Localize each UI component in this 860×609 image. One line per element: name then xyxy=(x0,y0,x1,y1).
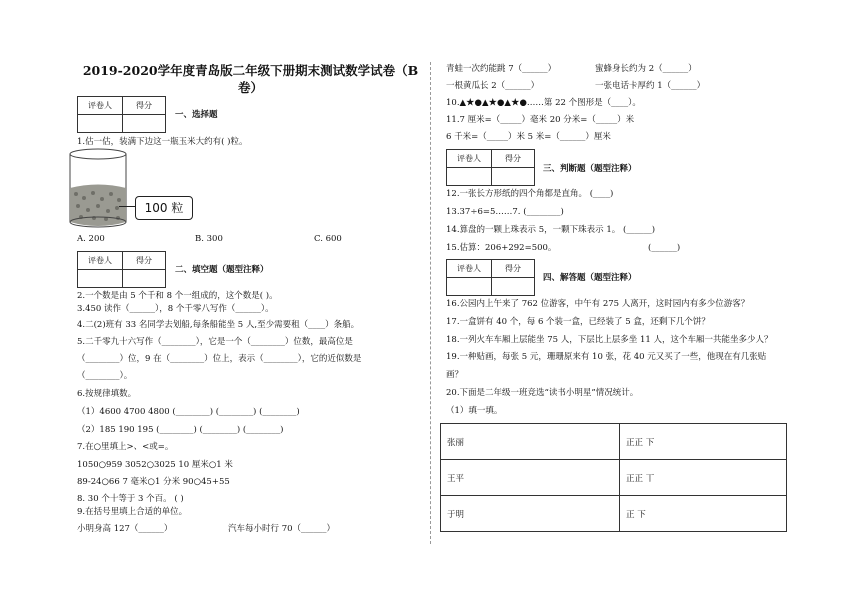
question-6-part-2: （2）185 190 195 (________) (________) (________) xyxy=(77,425,284,435)
question-1: 1.估一估，装满下边这一瓶玉米大约有( )粒。 xyxy=(77,137,248,147)
question-13: 13.37÷6=5……7. (________) xyxy=(446,207,564,217)
question-5-line-1: 5.二千零九十六写作（________），它是一个（________）位数，最高位是 xyxy=(77,337,353,347)
section-3-heading: 三、判断题（题型注释） xyxy=(543,164,637,174)
question-9: 9.在括号里填上合适的单位。 xyxy=(77,507,188,517)
column-divider xyxy=(430,62,431,544)
question-17: 17.一盒饼有 40 个，每 6 个装一盒，已经装了 5 盒，还剩下几个饼？ xyxy=(446,317,710,327)
question-19-line-2: 画？ xyxy=(446,370,464,380)
question-9-part-e: 一根黄瓜长 2（______） xyxy=(446,81,540,91)
tally-marks: 正正 下 xyxy=(620,424,787,460)
question-5-line-3: （________）。 xyxy=(77,371,133,381)
score-table-1: 评卷人 得分 xyxy=(77,96,166,133)
question-4: 4.二(2)班有 33 名同学去划船,每条船能坐 5 人,至少需要租（____）条船。 xyxy=(77,320,360,330)
section-1-heading: 一、选择题 xyxy=(175,110,218,120)
question-18: 18.一列火车车厢上层能坐 75 人，下层比上层多坐 11 人，这个车厢一共能坐多少人？ xyxy=(446,335,773,345)
tally-table xyxy=(440,423,787,532)
score-table-2: 评卷人 得分 xyxy=(77,251,166,288)
question-20: 20.下面是二年级一班竞选“读书小明星”情况统计。 xyxy=(446,388,639,398)
question-11-row-1: 11.7 厘米=（_____）毫米 20 分米=（_____）米 xyxy=(446,115,635,125)
question-20-part-1: （1）填一填。 xyxy=(446,406,503,416)
option-a: A. 200 xyxy=(77,234,105,244)
question-3: 3.450 读作（______），8 个千零八写作（______）。 xyxy=(77,304,274,314)
question-2: 2.一个数是由 5 个千和 8 个一组成的，这个数是( )。 xyxy=(77,291,278,301)
question-12: 12.一张长方形纸的四个角都是直角。 (____) xyxy=(446,189,614,199)
option-c: C. 600 xyxy=(314,234,342,244)
option-b: B. 300 xyxy=(195,234,223,244)
question-11-row-2: 6 千米=（_____）米 5 米=（______）厘米 xyxy=(446,132,611,142)
question-6: 6.按规律填数。 xyxy=(77,389,137,399)
table-row xyxy=(441,460,787,496)
corn-jar-image xyxy=(66,148,130,230)
question-7: 7.在○里填上>、<或=。 xyxy=(77,442,174,452)
student-name: 张丽 xyxy=(441,424,620,460)
question-9-part-c: 青蛙一次约能跳 7（______） xyxy=(446,64,557,74)
score-table-3: 评卷人 得分 xyxy=(446,149,535,186)
question-15: 15.估算：206+292=500。 xyxy=(446,243,557,253)
score-table-4: 评卷人 得分 xyxy=(446,259,535,296)
student-name: 王平 xyxy=(441,460,620,496)
student-name: 于明 xyxy=(441,496,620,532)
question-10: 10.▲★●▲★●▲★●……第 22 个图形是（____）。 xyxy=(446,98,641,108)
question-9-part-b: 汽车每小时行 70（______） xyxy=(228,524,336,534)
jar-connector-line xyxy=(119,206,135,207)
question-9-part-f: 一张电话卡厚约 1（______） xyxy=(595,81,706,91)
question-14: 14.算盘的一颗上珠表示 5，一颗下珠表示 1。 (______) xyxy=(446,225,656,235)
question-5-line-2: （________）位，9 在（________）位上，表示（________），它的近似数是 xyxy=(77,354,362,364)
page-title: 2019-2020学年度青岛版二年级下册期末测试数学试卷（B卷） xyxy=(82,63,419,95)
question-7-row-1: 1050○959 3052○3025 10 厘米○1 米 xyxy=(77,460,233,470)
question-8: 8. 30 个十等于 3 个百。 ( ) xyxy=(77,494,184,504)
section-2-heading: 二、填空题（题型注释） xyxy=(175,265,269,275)
tally-marks: 正正 丅 xyxy=(620,460,787,496)
tally-marks: 正 下 xyxy=(620,496,787,532)
question-7-row-2: 89-24○66 7 毫米○1 分米 90○45+55 xyxy=(77,477,230,487)
question-15-answer: (______) xyxy=(648,243,681,253)
table-row xyxy=(441,496,787,532)
table-row xyxy=(441,424,787,460)
question-16: 16.公园内上午来了 762 位游客，中午有 275 人离开，这时园内有多少位游客？ xyxy=(446,299,750,309)
question-19-line-1: 19.一种贴画，每张 5 元，珊珊原来有 10 张，花 40 元又买了一些，他现在有几张贴 xyxy=(446,352,767,362)
grain-count-label: 100 粒 xyxy=(135,196,193,220)
section-4-heading: 四、解答题（题型注释） xyxy=(543,273,637,283)
question-9-part-a: 小明身高 127（______） xyxy=(77,524,173,534)
question-6-part-1: （1）4600 4700 4800 (________) (________) (________) xyxy=(77,407,300,417)
question-9-part-d: 蜜蜂身长约为 2（______） xyxy=(595,64,697,74)
